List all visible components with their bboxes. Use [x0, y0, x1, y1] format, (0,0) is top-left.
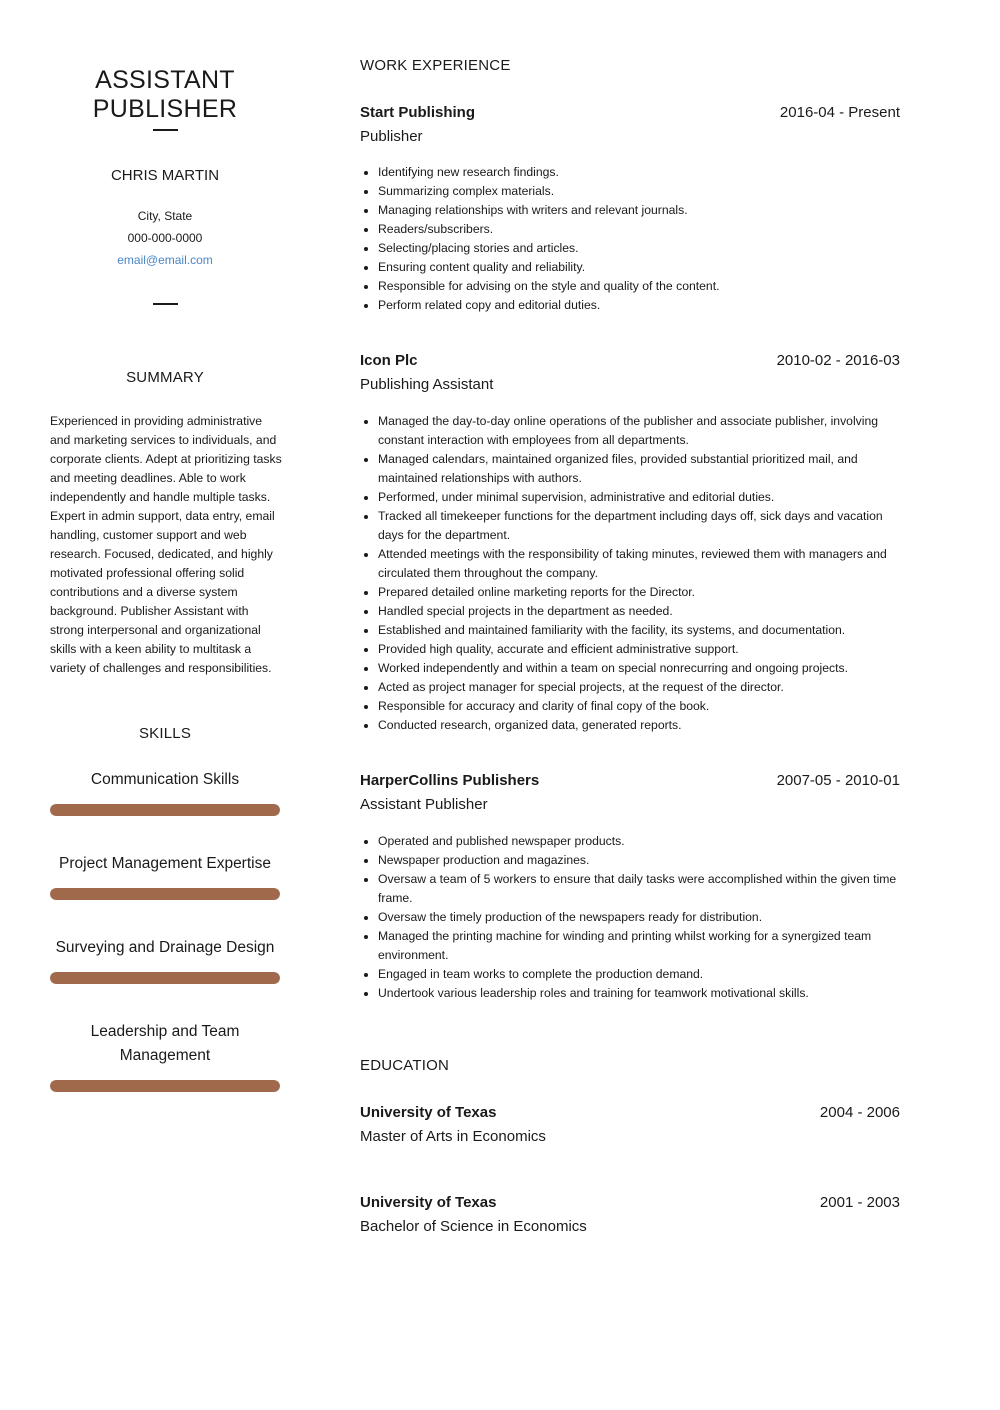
skill-item: [50, 852, 280, 876]
bullet-item: • Responsible for advising on the style and quality of the content.: [378, 277, 900, 296]
bullet-item: • Conducted research, organized data, generated reports.: [378, 716, 900, 735]
job-bullets: [360, 832, 900, 1003]
bullet-item: • Selecting/placing stories and articles.: [378, 239, 900, 258]
bullet-item: • Engaged in team works to complete the production demand.: [378, 965, 900, 984]
skill-name: Surveying and Drainage Design: [55, 939, 275, 956]
bullet-item: • Ensuring content quality and reliability.: [378, 258, 900, 277]
bullet-item: • Managed calendars, maintained organized files, provided substantial prioritized mail, and maintained relationships with authors.: [378, 450, 900, 488]
bullet-item: • Acted as project manager for special projects, at the request of the director.: [378, 678, 900, 697]
education-dates: 2004 - 2006: [819, 1104, 900, 1121]
job-dates: 2016-04 - Present: [779, 104, 900, 121]
bullet-item: • Provided high quality, accurate and efficient administrative support.: [378, 640, 900, 659]
skill-name: Communication Skills: [90, 771, 240, 788]
skill-bar-fill: [50, 1080, 280, 1092]
education-heading: EDUCATION: [360, 1057, 450, 1074]
skill-bar-fill: [50, 888, 280, 900]
skill-bar-fill: [50, 804, 280, 816]
skill-item: [50, 768, 280, 792]
bullet-item: • Handled special projects in the department as needed.: [378, 602, 900, 621]
job-entry: [360, 769, 900, 1003]
bullet-item: • Worked independently and within a team on special nonrecurring and ongoing projects.: [378, 659, 900, 678]
bullet-item: • Responsible for accuracy and clarity of final copy of the book.: [378, 697, 900, 716]
company-name: Icon Plc: [360, 352, 418, 369]
bullet-item: • Perform related copy and editorial duties.: [378, 296, 900, 315]
job-dates: 2010-02 - 2016-03: [776, 352, 900, 369]
skill-bar-fill: [50, 972, 280, 984]
company-name: HarperCollins Publishers: [360, 772, 540, 789]
skills-heading: SKILLS: [138, 725, 192, 742]
skill-item: [50, 1020, 280, 1068]
bullet-item: • Managed the day-to-day online operations of the publisher and associate publisher, involving constant interaction with employees from all departments.: [378, 412, 900, 450]
bullet-item: • Newspaper production and magazines.: [378, 851, 900, 870]
bullet-item: • Established and maintained familiarity with the facility, its systems, and documentation.: [378, 621, 900, 640]
degree: Bachelor of Science in Economics: [360, 1218, 587, 1235]
degree: Master of Arts in Economics: [360, 1128, 546, 1145]
skill-bar: [50, 804, 280, 816]
bullet-item: • Attended meetings with the responsibility of taking minutes, reviewed them with managers and circulated them throughout the company.: [378, 545, 900, 583]
bullet-item: • Tracked all timekeeper functions for the department including days off, sick days and vacation days for the department.: [378, 507, 900, 545]
bullet-item: • Managed the printing machine for winding and printing whilst working for a synergized team environment.: [378, 927, 900, 965]
job-position: Publishing Assistant: [360, 376, 494, 393]
summary-heading: SUMMARY: [126, 369, 204, 386]
bullet-item: • Identifying new research findings.: [378, 163, 900, 182]
bullet-item: • Operated and published newspaper products.: [378, 832, 900, 851]
bullet-item: • Summarizing complex materials.: [378, 182, 900, 201]
phone: 000-000-0000: [127, 231, 203, 245]
bullet-item: • Managing relationships with writers and relevant journals.: [378, 201, 900, 220]
job-bullets: [360, 163, 900, 315]
skill-name: Project Management Expertise: [59, 855, 271, 872]
work-experience-heading: WORK EXPERIENCE: [360, 57, 511, 74]
job-dates: 2007-05 - 2010-01: [776, 772, 900, 789]
company-name: Start Publishing: [360, 104, 476, 121]
skill-item: [50, 936, 280, 960]
bullet-item: • Oversaw the timely production of the newspapers ready for distribution.: [378, 908, 900, 927]
divider: [153, 303, 178, 305]
job-position: Publisher: [360, 128, 423, 145]
bullet-item: • Oversaw a team of 5 workers to ensure that daily tasks were accomplished within the given time frame.: [378, 870, 900, 908]
job-bullets: [360, 412, 900, 735]
school-name: University of Texas: [360, 1194, 497, 1211]
skill-bar: [50, 972, 280, 984]
skill-bar: [50, 888, 280, 900]
education-entry: [360, 1191, 900, 1239]
summary-text: Experienced in providing administrative and marketing services to individuals, and corporate clients. Adept at prioritizing tasks and meeting deadlines. Able to work independently and handle multiple tasks. Expert in admin support, data entry, email handling, customer support and web research. Focused, dedicated, and highly motivated professional offering solid contributions and a diverse system background. Publisher Assistant with strong interpersonal and organizational skills with a keen ability to multitask a variety of challenges and responsibilities.: [50, 414, 282, 675]
bullet-item: • Prepared detailed online marketing reports for the Director.: [378, 583, 900, 602]
email-link[interactable]: email@email.com: [117, 253, 213, 267]
skill-name: Leadership and Team Management: [90, 1023, 240, 1064]
job-entry: [360, 349, 900, 735]
job-title: ASSISTANT PUBLISHER: [92, 66, 238, 123]
bullet-item: • Undertook various leadership roles and training for teamwork motivational skills.: [378, 984, 900, 1003]
bullet-item: • Readers/subscribers.: [378, 220, 900, 239]
education-entry: [360, 1101, 900, 1149]
candidate-name: CHRIS MARTIN: [110, 167, 220, 184]
location: City, State: [137, 209, 193, 223]
education-dates: 2001 - 2003: [819, 1194, 900, 1211]
job-entry: [360, 101, 900, 315]
skill-bar: [50, 1080, 280, 1092]
school-name: University of Texas: [360, 1104, 497, 1121]
divider: [153, 129, 178, 131]
bullet-item: • Performed, under minimal supervision, administrative and editorial duties.: [378, 488, 900, 507]
job-position: Assistant Publisher: [360, 796, 488, 813]
